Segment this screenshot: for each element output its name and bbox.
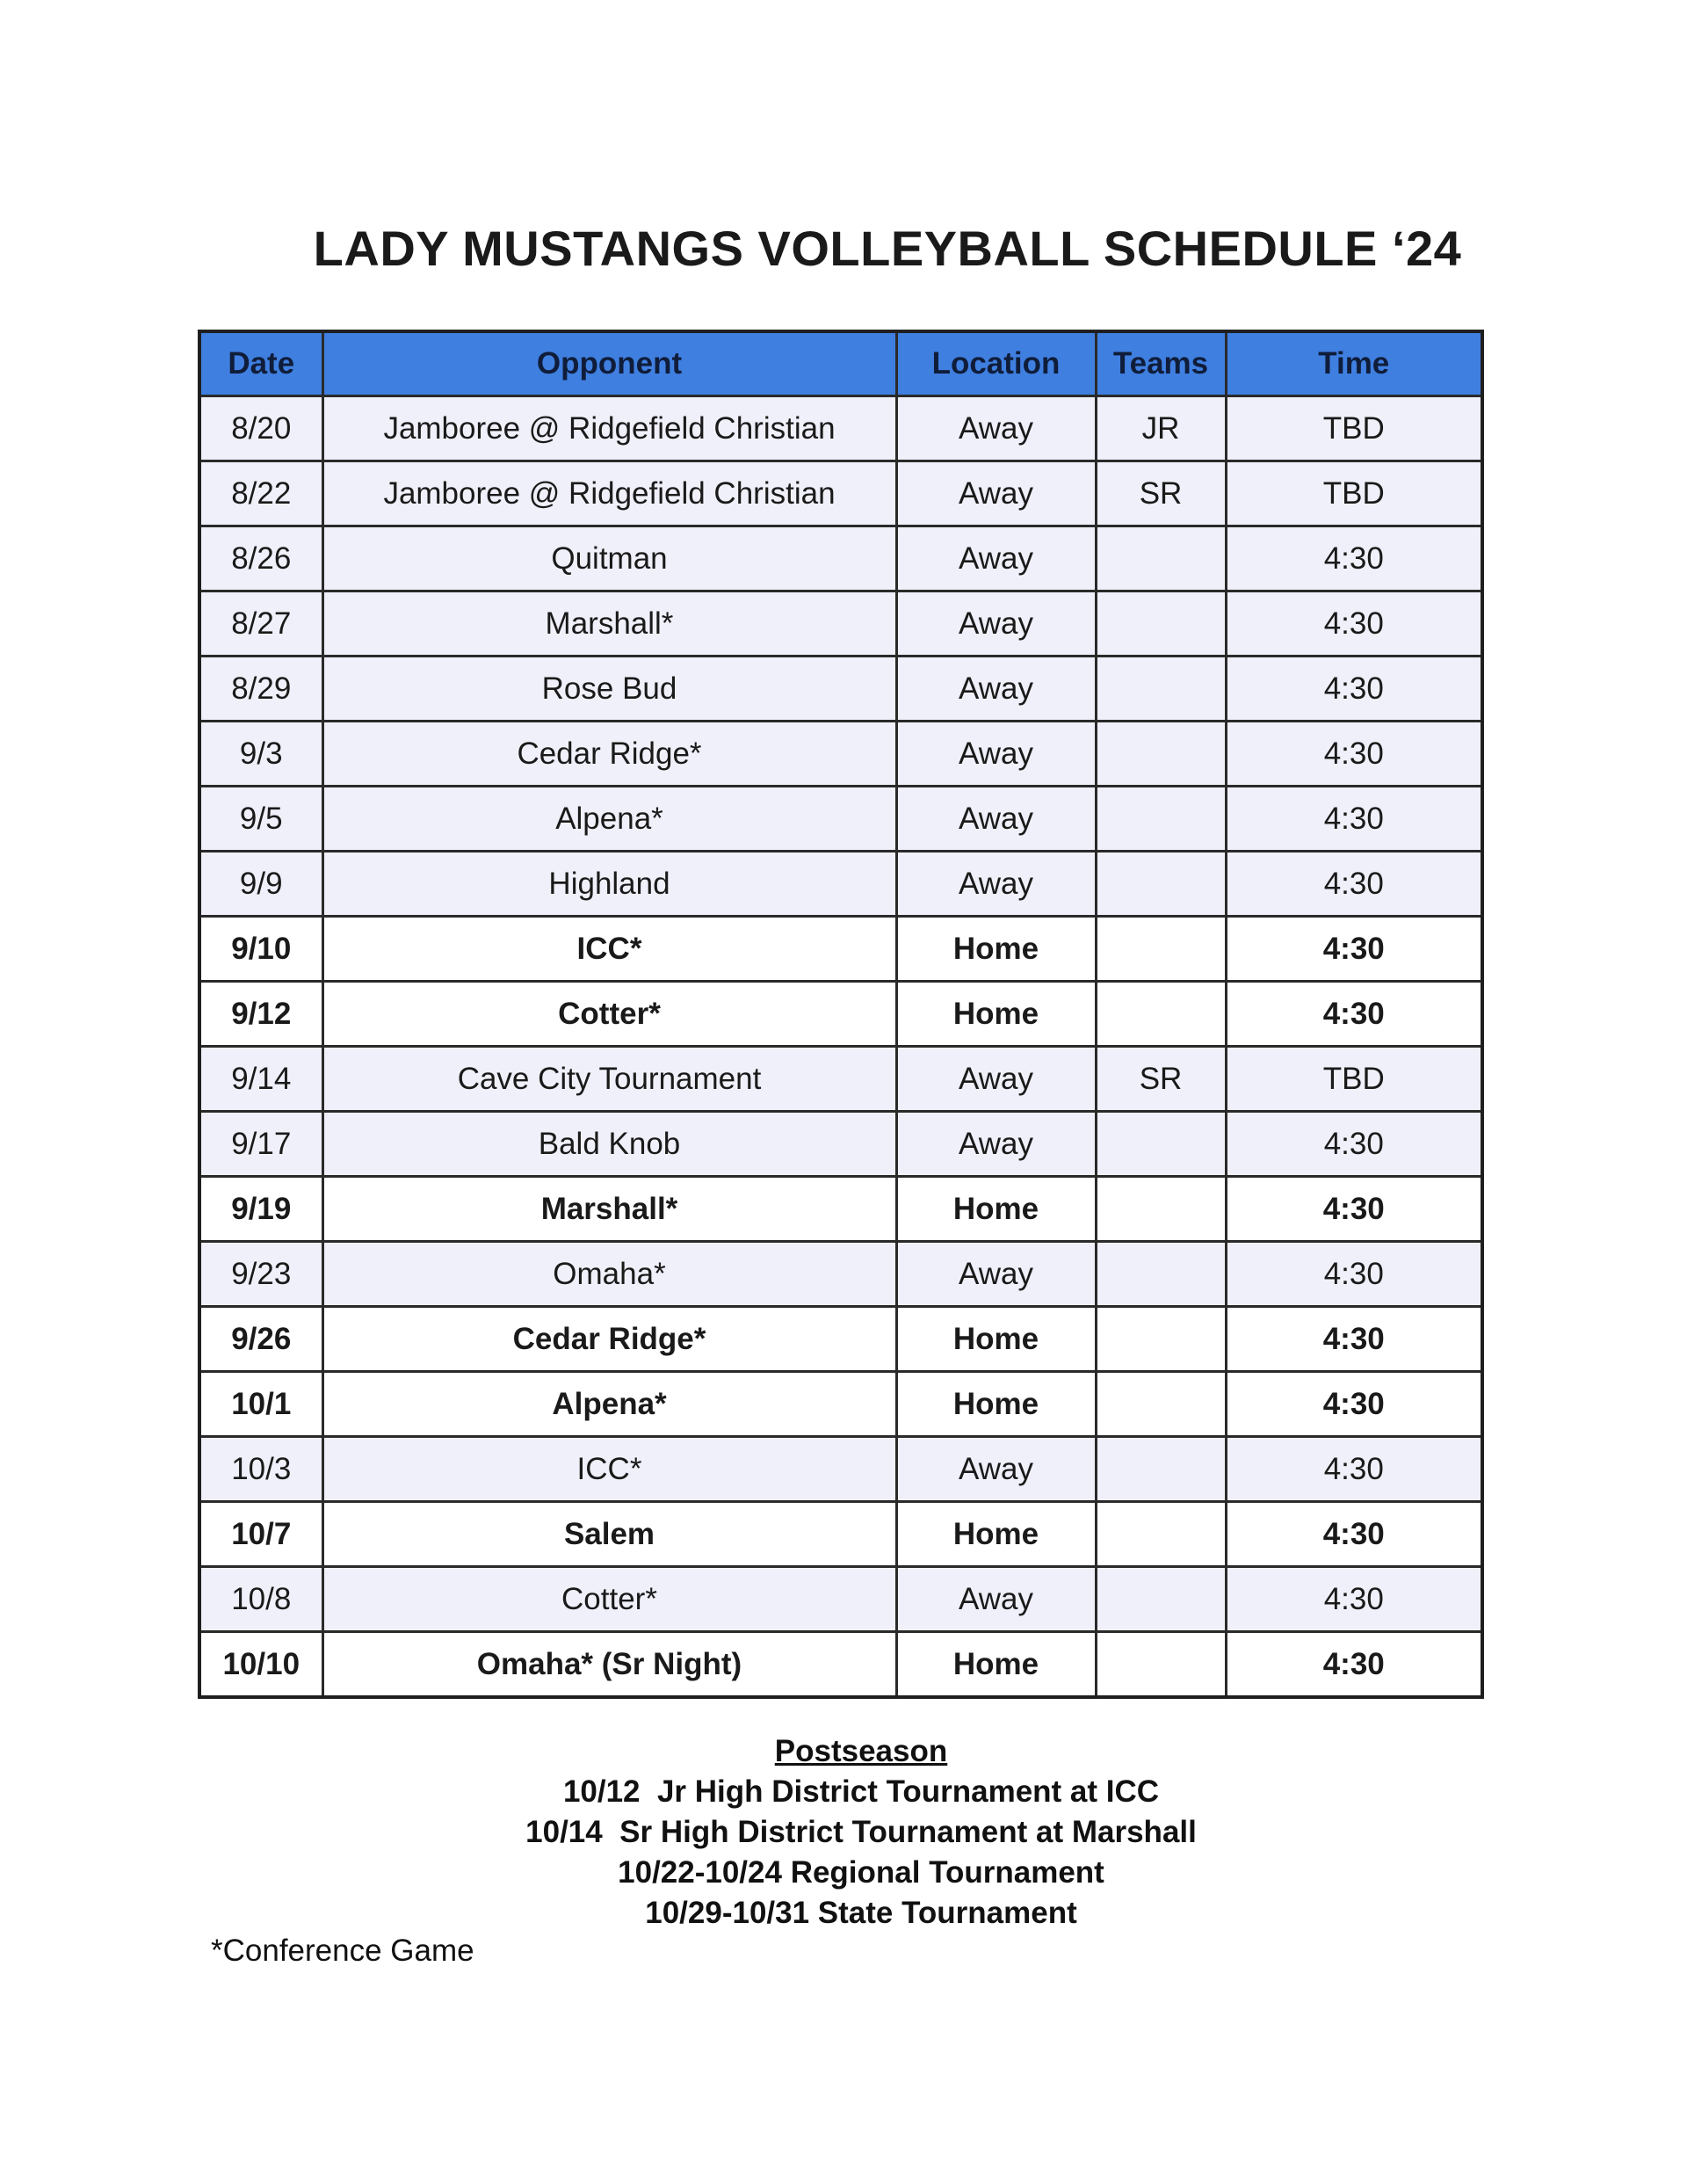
cell-location: Away — [896, 657, 1096, 722]
postseason-line: 10/12 Jr High District Tournament at ICC — [562, 1774, 1160, 1809]
postseason-line: 10/14 Sr High District Tournament at Marshall — [525, 1815, 1197, 1849]
table-header-row — [199, 331, 1482, 396]
cell-date: 10/10 — [199, 1632, 322, 1698]
cell-date: 9/9 — [199, 852, 322, 917]
column-header-opponent: Opponent — [322, 331, 896, 396]
table-row — [199, 1372, 1482, 1437]
cell-location: Away — [896, 591, 1096, 657]
cell-location: Away — [896, 396, 1096, 461]
cell-opponent: Bald Knob — [322, 1112, 896, 1177]
table-row — [199, 722, 1482, 787]
cell-opponent: Cotter* — [322, 1567, 896, 1632]
cell-date: 9/17 — [199, 1112, 322, 1177]
cell-teams: JR — [1096, 396, 1226, 461]
cell-date: 9/12 — [199, 982, 322, 1047]
cell-location: Away — [896, 722, 1096, 787]
cell-location: Home — [896, 982, 1096, 1047]
cell-time: 4:30 — [1226, 1112, 1482, 1177]
cell-location: Away — [896, 852, 1096, 917]
cell-teams — [1096, 1177, 1226, 1242]
cell-opponent: Jamboree @ Ridgefield Christian — [322, 461, 896, 526]
cell-date: 9/14 — [199, 1047, 322, 1112]
cell-date: 9/19 — [199, 1177, 322, 1242]
cell-date: 8/22 — [199, 461, 322, 526]
cell-date: 8/20 — [199, 396, 322, 461]
cell-date: 10/1 — [199, 1372, 322, 1437]
cell-time: 4:30 — [1226, 852, 1482, 917]
cell-time: TBD — [1226, 396, 1482, 461]
cell-teams: SR — [1096, 461, 1226, 526]
cell-teams — [1096, 657, 1226, 722]
cell-opponent: Jamboree @ Ridgefield Christian — [322, 396, 896, 461]
cell-location: Away — [896, 526, 1096, 591]
cell-time: 4:30 — [1226, 1502, 1482, 1567]
cell-location: Away — [896, 461, 1096, 526]
cell-opponent: Highland — [322, 852, 896, 917]
cell-time: 4:30 — [1226, 1307, 1482, 1372]
table-row — [199, 1437, 1482, 1502]
cell-time: 4:30 — [1226, 982, 1482, 1047]
postseason-heading: Postseason — [774, 1734, 948, 1768]
cell-time: TBD — [1226, 1047, 1482, 1112]
cell-time: 4:30 — [1226, 1177, 1482, 1242]
cell-teams — [1096, 1307, 1226, 1372]
cell-location: Home — [896, 1372, 1096, 1437]
cell-teams — [1096, 591, 1226, 657]
cell-opponent: ICC* — [322, 1437, 896, 1502]
cell-time: 4:30 — [1226, 591, 1482, 657]
table-row — [199, 852, 1482, 917]
cell-opponent: Marshall* — [322, 1177, 896, 1242]
column-header-location: Location — [896, 331, 1096, 396]
cell-teams — [1096, 1372, 1226, 1437]
cell-location: Home — [896, 1502, 1096, 1567]
table-row — [199, 982, 1482, 1047]
table-row — [199, 787, 1482, 852]
cell-opponent: Salem — [322, 1502, 896, 1567]
cell-date: 9/10 — [199, 917, 322, 982]
cell-location: Home — [896, 1307, 1096, 1372]
cell-teams — [1096, 982, 1226, 1047]
cell-opponent: Alpena* — [322, 1372, 896, 1437]
page-title: LADY MUSTANGS VOLLEYBALL SCHEDULE ‘24 — [313, 221, 1462, 276]
cell-teams — [1096, 787, 1226, 852]
table-row — [199, 917, 1482, 982]
table-row — [199, 1177, 1482, 1242]
cell-opponent: Cedar Ridge* — [322, 1307, 896, 1372]
cell-location: Away — [896, 1242, 1096, 1307]
cell-date: 9/3 — [199, 722, 322, 787]
cell-teams — [1096, 526, 1226, 591]
cell-teams — [1096, 1632, 1226, 1698]
table-row — [199, 396, 1482, 461]
cell-teams: SR — [1096, 1047, 1226, 1112]
table-row — [199, 1632, 1482, 1698]
cell-opponent: Marshall* — [322, 591, 896, 657]
cell-time: 4:30 — [1226, 657, 1482, 722]
cell-time: 4:30 — [1226, 917, 1482, 982]
schedule-table — [198, 330, 1484, 1699]
postseason-section — [0, 1731, 1687, 1934]
postseason-line: 10/29-10/31 State Tournament — [645, 1896, 1077, 1930]
cell-teams — [1096, 1437, 1226, 1502]
cell-date: 8/29 — [199, 657, 322, 722]
cell-opponent: Cedar Ridge* — [322, 722, 896, 787]
cell-time: 4:30 — [1226, 1372, 1482, 1437]
table-row — [199, 1047, 1482, 1112]
column-header-date: Date — [199, 331, 322, 396]
cell-date: 8/27 — [199, 591, 322, 657]
cell-opponent: Alpena* — [322, 787, 896, 852]
cell-teams — [1096, 1112, 1226, 1177]
cell-location: Home — [896, 1632, 1096, 1698]
cell-opponent: Quitman — [322, 526, 896, 591]
cell-time: 4:30 — [1226, 1437, 1482, 1502]
cell-teams — [1096, 722, 1226, 787]
cell-opponent: Rose Bud — [322, 657, 896, 722]
cell-date: 9/23 — [199, 1242, 322, 1307]
column-header-time: Time — [1226, 331, 1482, 396]
cell-time: 4:30 — [1226, 1632, 1482, 1698]
conference-footnote: *Conference Game — [211, 1934, 474, 1968]
cell-location: Away — [896, 1047, 1096, 1112]
cell-date: 10/8 — [199, 1567, 322, 1632]
cell-opponent: Omaha* — [322, 1242, 896, 1307]
cell-location: Home — [896, 1177, 1096, 1242]
table-row — [199, 591, 1482, 657]
cell-teams — [1096, 852, 1226, 917]
cell-location: Away — [896, 1567, 1096, 1632]
table-row — [199, 461, 1482, 526]
table-row — [199, 1502, 1482, 1567]
cell-time: TBD — [1226, 461, 1482, 526]
cell-time: 4:30 — [1226, 1242, 1482, 1307]
cell-date: 10/3 — [199, 1437, 322, 1502]
cell-time: 4:30 — [1226, 722, 1482, 787]
table-row — [199, 1112, 1482, 1177]
cell-date: 9/5 — [199, 787, 322, 852]
cell-date: 9/26 — [199, 1307, 322, 1372]
cell-location: Away — [896, 1112, 1096, 1177]
table-row — [199, 1567, 1482, 1632]
postseason-line: 10/22-10/24 Regional Tournament — [618, 1855, 1104, 1890]
cell-date: 8/26 — [199, 526, 322, 591]
table-row — [199, 1242, 1482, 1307]
table-row — [199, 657, 1482, 722]
cell-teams — [1096, 917, 1226, 982]
cell-location: Away — [896, 787, 1096, 852]
table-row — [199, 1307, 1482, 1372]
cell-teams — [1096, 1502, 1226, 1567]
cell-opponent: Cotter* — [322, 982, 896, 1047]
table-row — [199, 526, 1482, 591]
cell-time: 4:30 — [1226, 787, 1482, 852]
cell-opponent: Omaha* (Sr Night) — [322, 1632, 896, 1698]
column-header-teams: Teams — [1096, 331, 1226, 396]
cell-time: 4:30 — [1226, 526, 1482, 591]
cell-opponent: Cave City Tournament — [322, 1047, 896, 1112]
cell-location: Away — [896, 1437, 1096, 1502]
cell-time: 4:30 — [1226, 1567, 1482, 1632]
cell-date: 10/7 — [199, 1502, 322, 1567]
cell-location: Home — [896, 917, 1096, 982]
cell-teams — [1096, 1567, 1226, 1632]
cell-teams — [1096, 1242, 1226, 1307]
cell-opponent: ICC* — [322, 917, 896, 982]
